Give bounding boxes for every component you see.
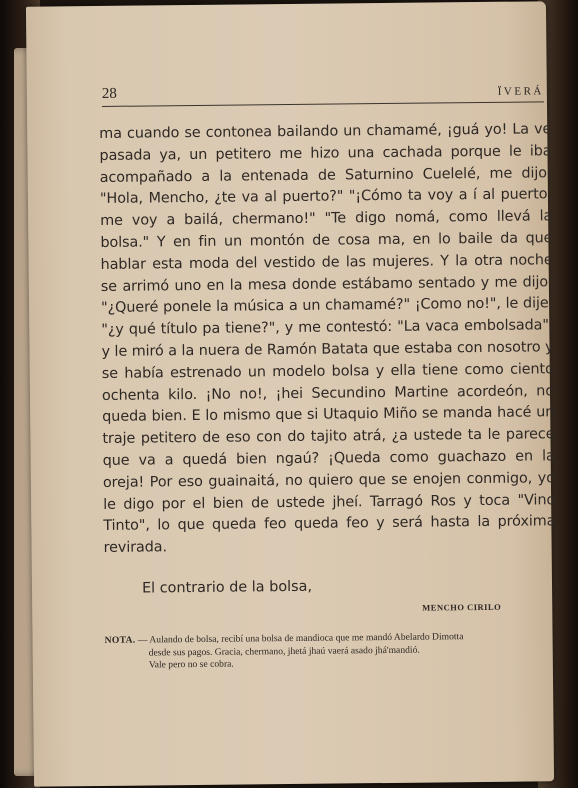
footnote-line-3: Vale pero no se cobra. <box>148 658 234 671</box>
footnote-label: NOTA. <box>104 634 136 646</box>
page-header <box>102 79 544 107</box>
body-text <box>99 119 556 560</box>
footnote <box>105 630 560 672</box>
page-number: 28 <box>101 85 117 102</box>
footnote-line-2: desde sus pagos. Gracia, chermano, jhetá jhaú vaerá asado jhá'mandió. <box>148 644 420 658</box>
book-page <box>26 1 554 786</box>
footnote-text-1: — Aulando de bolsa, recibí una bolsa de mandioca que me mandó Abelardo Dimotta <box>137 631 464 646</box>
signature: MENCHO CIRILO <box>422 601 502 613</box>
letter-closing: El contrario de la bolsa, <box>141 578 313 597</box>
body-paragraph: ma cuando se contonea bailando un chamamé, ¡guá yo! La ve pasada ya, un petitero me hizo una cachada porque le iba acompañado a la entenada de Saturnino Cuelelé, me dijo: "Hola, Mencho, ¿te va al puerto?" "¡Cómo ta voy a í al puerto, me voy a bailá, chermano!" "Te digo nomá, como llevá la bolsa." Y en fin un montón de cosa ma, en lo baile da que hablar esta moda del vestido de las mujeres. Y la otra noche se arrimó uno en la mesa donde estábamo sentado y me dijo: "¿Queré ponele la música a un chamamé?" ¡Como no!", le dije, "¿y qué título pa tiene?", y me contestó: "La vaca embolsada", y le miró a la nuera de Ramón Batata que estaba con nosotro y se había estrenado un modelo bolsa y ella tiene como ciento ochenta kilo. ¡No no!, ¡hei Secundino Martine acordeón, no queda bien. E lo mismo que si Utaquio Miño se manda hacé un traje petitero de eso con do tajito atrá, ¿a ustede ta le parece que va a quedá bien ngaú? ¡Queda como guachazo en la oreja! Por eso guainaitá, no quiero que se enojen conmigo, yo le digo por el bien de ustede jheí. Tarragó Ros y toca "Vino Tinto", lo que queda feo queda feo y será hasta la próxima revirada. <box>99 121 556 557</box>
running-head: ÏVERÁ <box>497 85 544 98</box>
